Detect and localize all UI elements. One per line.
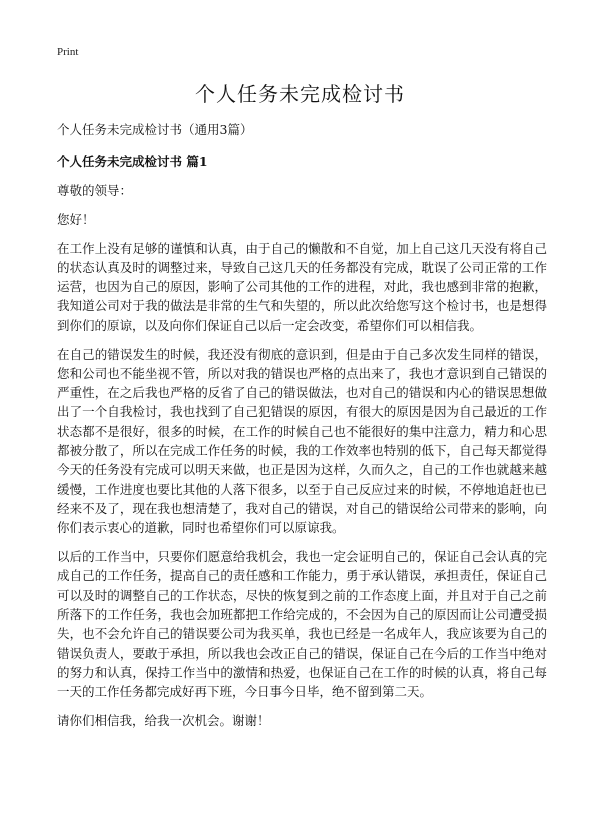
salutation: 尊敬的领导： xyxy=(57,183,133,198)
section-heading: 个人任务未完成检讨书 篇1 xyxy=(57,154,208,169)
body-paragraph: 以后的工作当中，只要你们愿意给我机会，我也一定会证明自己的，保证自己会认真的完成自己的工作任务，提高自己的责任感和工作能力，勇于承认错误，承担责任，保证自己可以及时的调整自己的工作状态，尽快的恢复到之前的工作态度上面，并且对于自己之前所落下的工作任务，我也会加班都把工作给完成的，不会因为自己的原因而让公司遭受损失，也不会允许自己的错误要公司为我买单，我也已经是一名成年人，我应该要为自己的错误负责人，要敢于承担，所以我也会改正自己的错误，保证自己在今后的工作当中绝对的努力和认真，保持工作当中的激情和热爱，也保证自己在工作的时候的认真，将自己每一天的工作任务都完成好再下班，今日事今日毕，绝不留到第二天。 xyxy=(57,549,547,700)
body-paragraph: 在工作上没有足够的谨慎和认真，由于自己的懒散和不自觉，加上自己这几天没有将自己的状态认真及时的调整过来，导致自己这几天的任务都没有完成，耽误了公司正常的工作运营，也因为自己的原因，影响了公司其他的工作的进程，对此，我也感到非常的抱歉，我知道公司对于我的做法是非常的生气和失望的，所以此次给您写这个检讨书，也是想得到你们的原谅，以及向你们保证自己以后一定会改变，希望你们可以相信我。 xyxy=(57,240,547,333)
page-title: 个人任务未完成检讨书 xyxy=(195,82,405,106)
print-label[interactable]: Print xyxy=(57,46,79,58)
document-subtitle: 个人任务未完成检讨书（通用3篇） xyxy=(57,122,253,137)
body-paragraph: 在自己的错误发生的时候，我还没有彻底的意识到，但是由于自己多次发生同样的错误，您和公司也不能坐视不管，所以对我的错误也严格的点出来了，我也才意识到自己错误的严重性，在之后我也严格的反省了自己的错误做法，也对自己的错误和内心的错误思想做出了一个自我检讨，我也找到了自己犯错误的原因，有很大的原因是因为自己最近的工作状态都不是很好，很多的时候，在工作的时候自己也不能很好的集中注意力，精力和心思都被分散了，所以在完成工作任务的时候，我的工作效率也特别的低下，自己每天都觉得今天的任务没有完成可以明天来做，也正是因为这样，久而久之，自己的工作也就越来越缓慢，工作进度也要比其他的人落下很多，以至于自己反应过来的时候，不停地追赶也已经来不及了，现在我也想清楚了，我对自己的错误，对自己的错误给公司带来的影响，向你们表示衷心的道歉，同时也希望你们可以原谅我。 xyxy=(57,346,547,536)
greeting: 您好！ xyxy=(57,211,95,227)
letter-body xyxy=(57,181,547,740)
closing: 请你们相信我，给我一次机会。谢谢！ xyxy=(57,712,270,728)
